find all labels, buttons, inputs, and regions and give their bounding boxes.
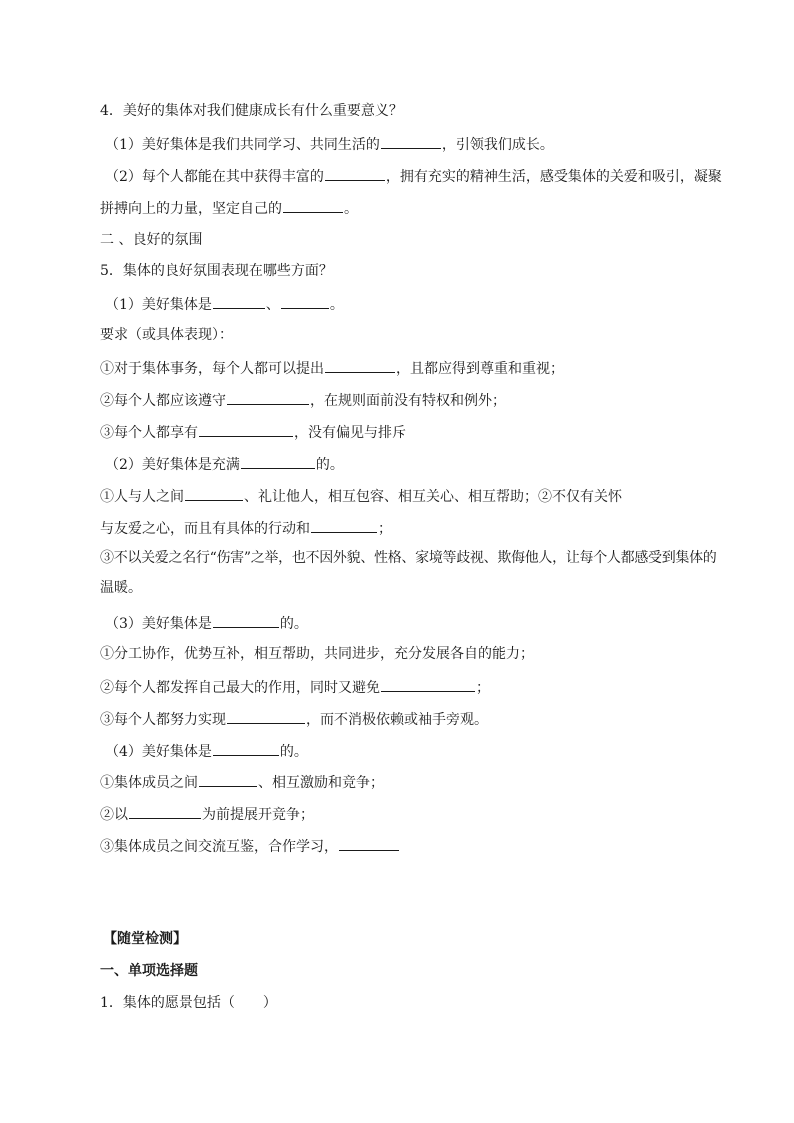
q4-p1: （1）美好集体是我们共同学习、共同生活的 ，引领我们成长。 (105, 133, 554, 155)
q4-p2b: 拼搏向上的力量，坚定自己的 。 (100, 197, 358, 219)
blank[interactable] (241, 453, 315, 469)
blank[interactable] (283, 197, 343, 213)
check-heading: 【随堂检测】 (103, 931, 187, 947)
q5-a3: （3）美好集体是 的。 (105, 612, 308, 634)
blank[interactable] (381, 133, 441, 149)
blank[interactable] (213, 740, 279, 756)
q5-a1: （1）美好集体是 、 。 (105, 293, 344, 315)
q5-s1b: 与友爱之心，而且有具体的行动和 ； (100, 517, 392, 539)
check-part1: 一、单项选择题 (100, 963, 198, 979)
blank[interactable] (185, 485, 243, 501)
q5-u1: ①集体成员之间 、相互激励和竞争； (100, 771, 384, 793)
q4-p2: （2）每个人都能在其中获得丰富的 ，拥有充实的精神生活，感受集体的关爱和吸引，凝聚 (105, 165, 722, 187)
q5-t3: ③每个人都努力实现 ，而不消极依赖或袖手旁观。 (100, 708, 488, 730)
blank[interactable] (227, 708, 305, 724)
blank[interactable] (199, 421, 293, 437)
q5-a2: （2）美好集体是充满 的。 (105, 453, 344, 475)
q5-s3-line1: ③不以关爱之名行“伤害”之举，也不因外貌、性格、家境等歧视、欺侮他人，让每个人都感受到集体的 (100, 550, 717, 566)
q5-a4: （4）美好集体是 的。 (105, 740, 308, 762)
q5-req: 要求（或具体表现）： (100, 327, 233, 343)
section2-title: 二 、良好的氛围 (100, 232, 203, 248)
blank[interactable] (281, 293, 329, 309)
blank[interactable] (213, 612, 279, 628)
blank[interactable] (311, 517, 377, 533)
blank[interactable] (381, 676, 475, 692)
q5-s1: ①人与人之间 、礼让他人，相互包容、相互关心、相互帮助；②不仅有关怀 (100, 485, 622, 507)
blank[interactable] (325, 357, 395, 373)
check-q1: 1．集体的愿景包括（ ） (100, 995, 277, 1011)
q4-title: 4．美好的集体对我们健康成长有什么重要意义？ (100, 103, 403, 119)
q5-u2: ②以 为前提展开竞争； (100, 803, 314, 825)
q5-s3-line2: 温暖。 (100, 580, 142, 596)
q5-r3: ③每个人都享有 ，没有偏见与排斥 (100, 421, 406, 443)
q5-r1: ①对于集体事务，每个人都可以提出 ，且都应得到尊重和重视； (100, 357, 564, 379)
q5-r2: ②每个人都应该遵守 ，在规则面前没有特权和例外； (100, 389, 506, 411)
blank[interactable] (227, 389, 309, 405)
q5-u3: ③集体成员之间交流互鉴，合作学习， (100, 835, 400, 857)
blank[interactable] (339, 835, 399, 851)
q5-t2: ②每个人都发挥自己最大的作用，同时又避免 ； (100, 676, 490, 698)
blank[interactable] (213, 293, 265, 309)
blank[interactable] (199, 771, 257, 787)
q5-t1: ①分工协作，优势互补，相互帮助，共同进步，充分发展各自的能力； (100, 646, 534, 662)
q5-title: 5．集体的良好氛围表现在哪些方面？ (100, 263, 333, 279)
blank[interactable] (129, 803, 201, 819)
blank[interactable] (325, 165, 385, 181)
